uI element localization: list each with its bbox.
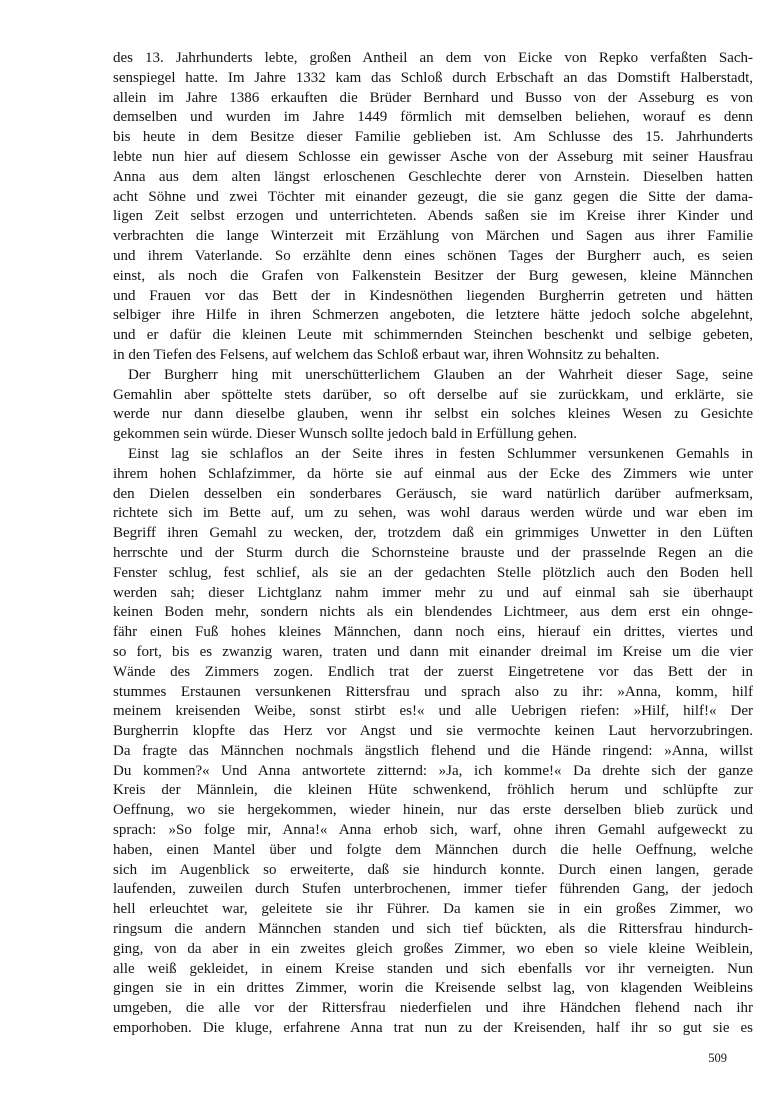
text-line: Der Burgherr hing mit unerschütterlichem Glauben an der Wahrheit dieser Sage, seine xyxy=(128,366,753,383)
text-line: fähr einen Fuß hohes kleines Männchen, dann noch eins, hierauf ein drittes, viertes und xyxy=(113,624,753,641)
text-line: Da fragte das Männchen nochmals ängstlich flehend und die Hände ringend: »Anna, willst xyxy=(113,742,753,759)
text-line: hell erleuchtet war, geleitete sie ihr Führer. Da kamen sie in ein großes Zimmer, wo xyxy=(113,901,753,918)
text-line: Fenster schlug, fest schlief, als sie an der gedachten Stelle plötzlich auch den Boden hell xyxy=(113,564,753,581)
text-line: sprach: »So folge mir, Anna!« Anna erhob sich, warf, ohne ihren Gemahl aufgeweckt zu xyxy=(113,822,753,839)
text-line: Burgherrin klopfte das Herz vor Angst und sie vermochte keinen Laut hervorzubringen. xyxy=(113,723,753,740)
text-line: Anna aus dem alten längst erloschenen Geschlechte derer von Arnstein. Dieselben hatten xyxy=(113,168,753,185)
text-line: laufenden, zuweilen durch Stufen unterbrochenen, immer tiefer führenden Gang, der jedoch xyxy=(113,881,753,898)
text-line: gingen sie in ein drittes Zimmer, worin die Kreisende selbst lag, von klagenden Weibleins xyxy=(113,980,753,997)
text-line: Einst lag sie schlaflos an der Seite ihres in festen Schlummer versunkenen Gemahls in xyxy=(128,445,753,462)
text-line: umgeben, die alle vor der Rittersfrau niederfielen und ihre Händchen flehend nach ihr xyxy=(113,1000,753,1017)
text-line: meinem kreisenden Weibe, sonst stirbt es!« und alle Uebrigen riefen: »Hilf, hilf!« Der xyxy=(113,703,753,720)
text-line: werde nur dann dieselbe glauben, wenn ihr selbst ein solches kleines Wesen zu Gesichte xyxy=(113,406,753,423)
text-line: sich im Augenblick so erweiterte, daß sie hindurch konnte. Durch einen langen, gerade xyxy=(113,861,753,878)
text-line: den Dielen desselben ein sonderbares Geräusch, sie ward natürlich darüber aufmerksam, xyxy=(113,485,753,502)
text-line: in den Tiefen des Felsens, auf welchem das Schloß erbaut war, ihren Wohnsitz zu behalten. xyxy=(113,346,660,363)
text-line: Du kommen?« Und Anna antwortete zitternd: »Ja, ich komme!« Da drehte sich der ganze xyxy=(113,762,753,779)
text-line: bis heute in dem Besitze dieser Familie geblieben ist. Am Schlusse des 15. Jahrhunderts xyxy=(113,129,753,146)
text-line: demselben und wurden im Jahre 1449 förmlich mit demselben beliehen, worauf es denn xyxy=(113,109,753,126)
text-line: verbrachten die lange Winterzeit mit Erzählung von Märchen und Sagen aus ihrer Familie xyxy=(113,228,753,245)
text-line: alle weiß gekleidet, in einem Kreise standen und sich ebenfalls vor ihr verneigten. Nun xyxy=(113,960,753,977)
text-line: stummes Erstaunen versunkenen Rittersfrau und sprach also zu ihr: »Anna, komm, hilf xyxy=(113,683,753,700)
page-number: 509 xyxy=(708,1051,727,1065)
text-line: Gemahlin aber spöttelte stets darüber, so oft derselbe auf sie zurückkam, und erklärte, sie xyxy=(113,386,753,403)
text-line: selbiger ihre Hilfe in ihren Schmerzen angeboten, die letztere hätte jedoch solche abgelehnt, xyxy=(113,307,753,324)
text-line: keinen Boden mehr, sondern nichts als ein blendendes Lichtmeer, aus dem erst ein ohnge- xyxy=(113,604,753,621)
text-line: herrschte und der Sturm durch die Schornsteine brauste und der prasselnde Regen an die xyxy=(113,544,753,561)
text-block xyxy=(113,49,753,1039)
text-line: Kreis der Männlein, die kleinen Hüte schwenkend, fröhlich herum und schlüpfte zur xyxy=(113,782,753,799)
text-line: so fort, bis es zwanzig waren, traten und dann mit einander dreimal im Kreise um die vier xyxy=(113,643,753,660)
text-line: lebte nun hier auf diesem Schlosse ein gewisser Asche von der Asseburg mit seiner Hausfrau xyxy=(113,148,753,165)
text-line: richtete sich im Bette auf, um zu sehen, was wohl daraus werden würde und war eben im xyxy=(113,505,753,522)
text-line: des 13. Jahrhunderts lebte, großen Antheil an dem von Eicke von Repko verfaßten Sach- xyxy=(113,50,753,66)
text-line: allein im Jahre 1386 erkauften die Brüder Bernhard und Busso von der Asseburg es von xyxy=(113,89,753,106)
text-line: ihrem hohen Schlafzimmer, da hörte sie auf einmal aus der Ecke des Zimmers wie unter xyxy=(113,465,753,482)
text-line: werden sah; dieser Lichtglanz nahm immer mehr zu und auf einmal sah sie überhaupt xyxy=(113,584,753,601)
text-line: gekommen sein würde. Dieser Wunsch sollte jedoch bald in Erfüllung gehen. xyxy=(113,426,578,443)
text-line: haben, einen Mantel über und folgte dem Männchen durch die helle Oeffnung, welche xyxy=(113,841,753,858)
text-line: ligen Zeit selbst erzogen und unterrichteten. Abends saßen sie im Kreise ihrer Kinder und xyxy=(113,208,753,225)
text-line: einst, als noch die Grafen von Falkenstein Besitzer der Burg gewesen, kleine Männchen xyxy=(113,267,753,284)
text-line: senspiegel hatte. Im Jahre 1332 kam das Schloß durch Erbschaft an das Domstift Halberstadt, xyxy=(113,69,753,86)
text-line: Begriff ihren Gemahl zu wecken, der, trotzdem daß ein grimmiges Unwetter in den Lüften xyxy=(113,525,753,542)
text-line: und er dafür die kleinen Leute mit schimmernden Steinchen beschenkt und selbige gebeten, xyxy=(113,327,753,344)
text-line: Oeffnung, wo sie hergekommen, wieder hinein, nur das erste derselben blieb zurück und xyxy=(113,802,753,819)
text-line: und ihrem Vaterlande. So erzählte denn eines schönen Tages der Burgherr auch, es seien xyxy=(113,247,753,264)
text-line: Wände des Zimmers zogen. Endlich trat der zuerst Eingetretene vor das Bett der in xyxy=(113,663,753,680)
text-line: und Frauen vor das Bett der in Kindesnöthen liegenden Burgherrin getreten und hätten xyxy=(113,287,753,304)
text-line: emporhoben. Die kluge, erfahrene Anna trat nun zu der Kreisenden, half ihr so gut sie es xyxy=(113,1020,753,1037)
text-line: acht Söhne und zwei Töchter mit einander gezeugt, die sie ganz gegen die Sitte der dama- xyxy=(113,188,753,205)
text-line: ging, von da aber in ein zweites gleich großes Zimmer, wo eben so viele kleine Weiblein, xyxy=(113,940,753,957)
text-line: ringsum die andern Männchen standen und sich tief bückten, als die Rittersfrau hindurch- xyxy=(113,921,753,938)
